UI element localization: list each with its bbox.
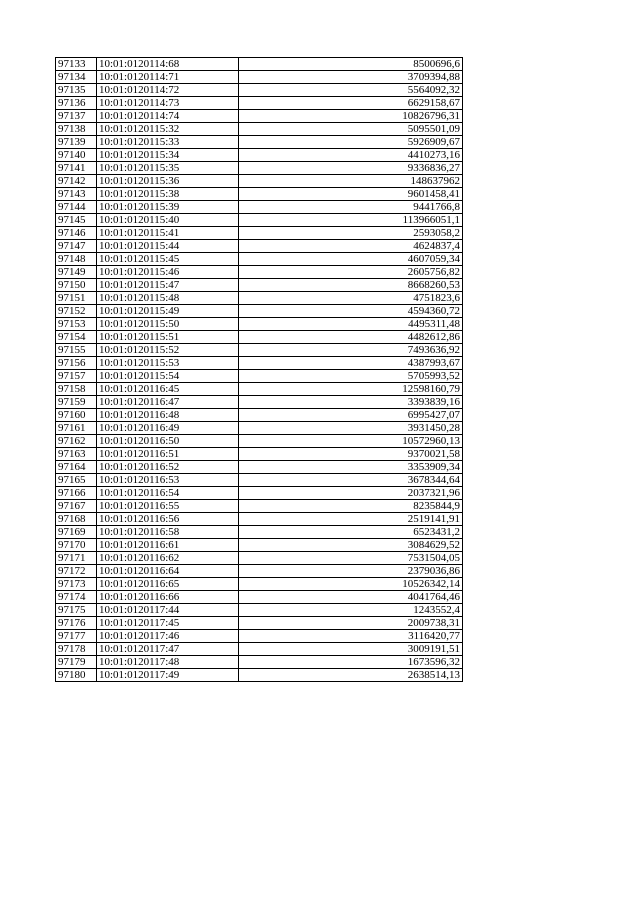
row-number-cell: 97133 — [56, 58, 97, 71]
value-cell: 3116420,77 — [239, 630, 463, 643]
table-row — [56, 539, 463, 552]
table-row — [56, 292, 463, 305]
table-row — [56, 474, 463, 487]
value-cell: 5564092,32 — [239, 84, 463, 97]
value-cell: 113966051,1 — [239, 214, 463, 227]
cadastral-number-cell: 10:01:0120117:47 — [97, 643, 239, 656]
row-number-cell: 97159 — [56, 396, 97, 409]
value-cell: 2605756,82 — [239, 266, 463, 279]
cadastral-number-cell: 10:01:0120116:45 — [97, 383, 239, 396]
table-row — [56, 565, 463, 578]
cadastral-number-cell: 10:01:0120117:49 — [97, 669, 239, 682]
value-cell: 8668260,53 — [239, 279, 463, 292]
value-cell: 3931450,28 — [239, 422, 463, 435]
value-cell: 5095501,09 — [239, 123, 463, 136]
row-number-cell: 97157 — [56, 370, 97, 383]
row-number-cell: 97153 — [56, 318, 97, 331]
value-cell: 3084629,52 — [239, 539, 463, 552]
cadastral-number-cell: 10:01:0120116:58 — [97, 526, 239, 539]
row-number-cell: 97166 — [56, 487, 97, 500]
value-cell: 7493636,92 — [239, 344, 463, 357]
table-row — [56, 500, 463, 513]
table-row — [56, 669, 463, 682]
row-number-cell: 97141 — [56, 162, 97, 175]
table-row — [56, 487, 463, 500]
table-row — [56, 162, 463, 175]
value-cell: 4751823,6 — [239, 292, 463, 305]
value-cell: 6523431,2 — [239, 526, 463, 539]
value-cell: 9370021,58 — [239, 448, 463, 461]
cadastral-number-cell: 10:01:0120115:35 — [97, 162, 239, 175]
value-cell: 2037321,96 — [239, 487, 463, 500]
table-row — [56, 240, 463, 253]
cadastral-number-cell: 10:01:0120116:61 — [97, 539, 239, 552]
cadastral-number-cell: 10:01:0120115:40 — [97, 214, 239, 227]
row-number-cell: 97140 — [56, 149, 97, 162]
cadastral-number-cell: 10:01:0120117:44 — [97, 604, 239, 617]
row-number-cell: 97137 — [56, 110, 97, 123]
row-number-cell: 97180 — [56, 669, 97, 682]
table-row — [56, 370, 463, 383]
cadastral-number-cell: 10:01:0120115:48 — [97, 292, 239, 305]
value-cell: 3709394,88 — [239, 71, 463, 84]
cadastral-number-cell: 10:01:0120115:46 — [97, 266, 239, 279]
cadastral-number-cell: 10:01:0120116:55 — [97, 500, 239, 513]
value-cell: 3353909,34 — [239, 461, 463, 474]
table-row — [56, 58, 463, 71]
table-row — [56, 266, 463, 279]
row-number-cell: 97135 — [56, 84, 97, 97]
cadastral-number-cell: 10:01:0120115:49 — [97, 305, 239, 318]
table-row — [56, 318, 463, 331]
table-row — [56, 396, 463, 409]
row-number-cell: 97177 — [56, 630, 97, 643]
value-cell: 8500696,6 — [239, 58, 463, 71]
row-number-cell: 97156 — [56, 357, 97, 370]
value-cell: 1243552,4 — [239, 604, 463, 617]
cadastral-number-cell: 10:01:0120115:32 — [97, 123, 239, 136]
table-row — [56, 630, 463, 643]
cadastral-number-cell: 10:01:0120117:48 — [97, 656, 239, 669]
table-row — [56, 201, 463, 214]
value-cell: 6995427,07 — [239, 409, 463, 422]
table-row — [56, 591, 463, 604]
row-number-cell: 97151 — [56, 292, 97, 305]
table-row — [56, 383, 463, 396]
value-cell: 2519141,91 — [239, 513, 463, 526]
value-cell: 2379036,86 — [239, 565, 463, 578]
cadastral-number-cell: 10:01:0120116:66 — [97, 591, 239, 604]
value-cell: 5705993,52 — [239, 370, 463, 383]
value-cell: 5926909,67 — [239, 136, 463, 149]
table-row — [56, 422, 463, 435]
cadastral-number-cell: 10:01:0120114:68 — [97, 58, 239, 71]
cadastral-number-cell: 10:01:0120116:47 — [97, 396, 239, 409]
value-cell: 4624837,4 — [239, 240, 463, 253]
value-cell: 9336836,27 — [239, 162, 463, 175]
value-cell: 4495311,48 — [239, 318, 463, 331]
cadastral-number-cell: 10:01:0120115:50 — [97, 318, 239, 331]
table-row — [56, 435, 463, 448]
value-cell: 3393839,16 — [239, 396, 463, 409]
data-table — [55, 57, 463, 682]
row-number-cell: 97144 — [56, 201, 97, 214]
row-number-cell: 97158 — [56, 383, 97, 396]
row-number-cell: 97175 — [56, 604, 97, 617]
value-cell: 4607059,34 — [239, 253, 463, 266]
table-row — [56, 175, 463, 188]
row-number-cell: 97179 — [56, 656, 97, 669]
row-number-cell: 97163 — [56, 448, 97, 461]
table-row — [56, 461, 463, 474]
row-number-cell: 97143 — [56, 188, 97, 201]
row-number-cell: 97173 — [56, 578, 97, 591]
table-body — [56, 58, 463, 682]
table-row — [56, 84, 463, 97]
table-row — [56, 331, 463, 344]
value-cell: 8235844,9 — [239, 500, 463, 513]
row-number-cell: 97164 — [56, 461, 97, 474]
row-number-cell: 97171 — [56, 552, 97, 565]
cadastral-number-cell: 10:01:0120117:46 — [97, 630, 239, 643]
value-cell: 3009191,51 — [239, 643, 463, 656]
cadastral-number-cell: 10:01:0120116:54 — [97, 487, 239, 500]
table-row — [56, 656, 463, 669]
table-row — [56, 643, 463, 656]
cadastral-number-cell: 10:01:0120114:72 — [97, 84, 239, 97]
cadastral-number-cell: 10:01:0120114:71 — [97, 71, 239, 84]
cadastral-number-cell: 10:01:0120115:33 — [97, 136, 239, 149]
row-number-cell: 97178 — [56, 643, 97, 656]
cadastral-number-cell: 10:01:0120116:65 — [97, 578, 239, 591]
row-number-cell: 97161 — [56, 422, 97, 435]
value-cell: 9441766,8 — [239, 201, 463, 214]
cadastral-number-cell: 10:01:0120115:52 — [97, 344, 239, 357]
table-row — [56, 578, 463, 591]
table-row — [56, 526, 463, 539]
cadastral-number-cell: 10:01:0120116:51 — [97, 448, 239, 461]
row-number-cell: 97174 — [56, 591, 97, 604]
row-number-cell: 97147 — [56, 240, 97, 253]
row-number-cell: 97154 — [56, 331, 97, 344]
row-number-cell: 97136 — [56, 97, 97, 110]
value-cell: 4482612,86 — [239, 331, 463, 344]
cadastral-number-cell: 10:01:0120116:62 — [97, 552, 239, 565]
table-row — [56, 149, 463, 162]
cadastral-number-cell: 10:01:0120115:54 — [97, 370, 239, 383]
table-row — [56, 214, 463, 227]
row-number-cell: 97168 — [56, 513, 97, 526]
value-cell: 6629158,67 — [239, 97, 463, 110]
value-cell: 148637962 — [239, 175, 463, 188]
cadastral-number-cell: 10:01:0120115:47 — [97, 279, 239, 292]
value-cell: 2638514,13 — [239, 669, 463, 682]
cadastral-number-cell: 10:01:0120116:50 — [97, 435, 239, 448]
cadastral-number-cell: 10:01:0120115:53 — [97, 357, 239, 370]
cadastral-number-cell: 10:01:0120115:34 — [97, 149, 239, 162]
table-row — [56, 552, 463, 565]
value-cell: 4594360,72 — [239, 305, 463, 318]
row-number-cell: 97176 — [56, 617, 97, 630]
table-row — [56, 305, 463, 318]
cadastral-number-cell: 10:01:0120117:45 — [97, 617, 239, 630]
cadastral-number-cell: 10:01:0120116:56 — [97, 513, 239, 526]
value-cell: 4041764,46 — [239, 591, 463, 604]
cadastral-number-cell: 10:01:0120115:45 — [97, 253, 239, 266]
value-cell: 7531504,05 — [239, 552, 463, 565]
row-number-cell: 97139 — [56, 136, 97, 149]
row-number-cell: 97172 — [56, 565, 97, 578]
cadastral-number-cell: 10:01:0120114:73 — [97, 97, 239, 110]
cadastral-number-cell: 10:01:0120115:41 — [97, 227, 239, 240]
row-number-cell: 97142 — [56, 175, 97, 188]
row-number-cell: 97169 — [56, 526, 97, 539]
cadastral-number-cell: 10:01:0120115:44 — [97, 240, 239, 253]
row-number-cell: 97138 — [56, 123, 97, 136]
row-number-cell: 97146 — [56, 227, 97, 240]
value-cell: 2593058,2 — [239, 227, 463, 240]
table-row — [56, 227, 463, 240]
table-row — [56, 513, 463, 526]
table-row — [56, 617, 463, 630]
cadastral-number-cell: 10:01:0120116:53 — [97, 474, 239, 487]
table-row — [56, 357, 463, 370]
table-row — [56, 253, 463, 266]
table-row — [56, 123, 463, 136]
row-number-cell: 97160 — [56, 409, 97, 422]
value-cell: 2009738,31 — [239, 617, 463, 630]
table-row — [56, 71, 463, 84]
cadastral-number-cell: 10:01:0120116:52 — [97, 461, 239, 474]
value-cell: 10526342,14 — [239, 578, 463, 591]
value-cell: 4410273,16 — [239, 149, 463, 162]
cadastral-number-cell: 10:01:0120115:51 — [97, 331, 239, 344]
cadastral-number-cell: 10:01:0120116:48 — [97, 409, 239, 422]
value-cell: 4387993,67 — [239, 357, 463, 370]
row-number-cell: 97150 — [56, 279, 97, 292]
row-number-cell: 97149 — [56, 266, 97, 279]
table-row — [56, 188, 463, 201]
row-number-cell: 97155 — [56, 344, 97, 357]
value-cell: 12598160,79 — [239, 383, 463, 396]
value-cell: 3678344,64 — [239, 474, 463, 487]
cadastral-number-cell: 10:01:0120115:36 — [97, 175, 239, 188]
row-number-cell: 97170 — [56, 539, 97, 552]
table-row — [56, 97, 463, 110]
row-number-cell: 97145 — [56, 214, 97, 227]
row-number-cell: 97148 — [56, 253, 97, 266]
cadastral-number-cell: 10:01:0120114:74 — [97, 110, 239, 123]
table-row — [56, 136, 463, 149]
cadastral-number-cell: 10:01:0120115:38 — [97, 188, 239, 201]
table-row — [56, 448, 463, 461]
row-number-cell: 97162 — [56, 435, 97, 448]
table-row — [56, 604, 463, 617]
row-number-cell: 97167 — [56, 500, 97, 513]
table-row — [56, 344, 463, 357]
value-cell: 9601458,41 — [239, 188, 463, 201]
value-cell: 10572960,13 — [239, 435, 463, 448]
table-row — [56, 409, 463, 422]
table-row — [56, 110, 463, 123]
table-row — [56, 279, 463, 292]
row-number-cell: 97134 — [56, 71, 97, 84]
cadastral-number-cell: 10:01:0120116:49 — [97, 422, 239, 435]
row-number-cell: 97165 — [56, 474, 97, 487]
cadastral-number-cell: 10:01:0120115:39 — [97, 201, 239, 214]
row-number-cell: 97152 — [56, 305, 97, 318]
value-cell: 10826796,31 — [239, 110, 463, 123]
cadastral-number-cell: 10:01:0120116:64 — [97, 565, 239, 578]
value-cell: 1673596,32 — [239, 656, 463, 669]
